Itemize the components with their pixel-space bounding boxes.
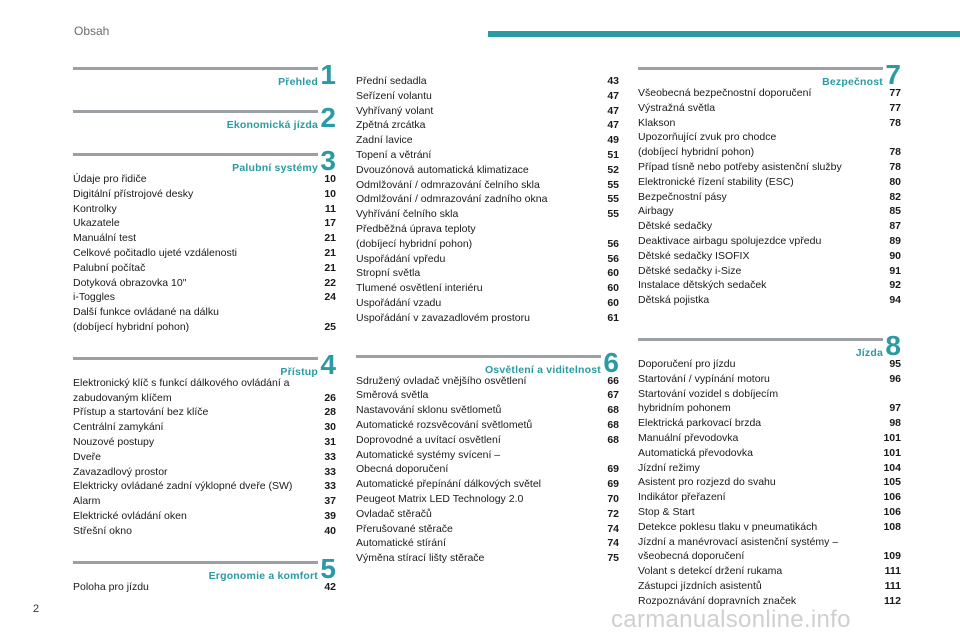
toc-entry-title: Startování / vypínání motoru [638, 372, 770, 385]
toc-entry[interactable] [356, 551, 619, 566]
section-4-heading [73, 348, 336, 380]
toc-entry-title: Všeobecná bezpečnostní doporučení [638, 87, 812, 99]
toc-entry-page: 66 [607, 374, 619, 387]
toc-entry-title: Směrová světla [356, 389, 429, 402]
toc-entry[interactable] [638, 204, 901, 219]
toc-entry-page: 94 [889, 294, 901, 307]
toc-entry-title: Elektronický klíč s funkcí dálkového ovládání a [73, 376, 290, 389]
section-7-entries [638, 86, 901, 308]
toc-entry[interactable] [356, 207, 619, 222]
toc-entry-title: Nouzové postupy [73, 435, 155, 448]
toc-entry-page: 11 [324, 202, 336, 215]
toc-entry[interactable] [638, 101, 901, 116]
toc-entry-title: Instalace dětských sedaček [638, 279, 767, 292]
toc-entry[interactable] [73, 305, 336, 320]
toc-entry[interactable] [73, 231, 336, 246]
toc-entry-title: Dveře [73, 450, 102, 463]
section-rule [73, 110, 318, 113]
toc-entry[interactable] [356, 104, 619, 119]
section-title: Bezpečnost [822, 76, 883, 88]
toc-entry-page: 101 [883, 431, 901, 444]
toc-entry[interactable] [73, 465, 336, 480]
toc-entry-title: Přístup a startování bez klíče [73, 406, 209, 419]
toc-entry-title: Zadní lavice [356, 134, 413, 147]
toc-entry-page: 37 [324, 495, 336, 508]
toc-entry-page: 74 [607, 537, 619, 550]
toc-entry[interactable] [638, 505, 901, 520]
toc-entry[interactable] [638, 416, 901, 431]
page-number: 2 [33, 603, 40, 615]
toc-entry-page: 78 [889, 160, 901, 173]
toc-entry[interactable] [638, 431, 901, 446]
toc-entry-page: 21 [324, 246, 336, 259]
section-3-heading [73, 145, 336, 176]
toc-entry[interactable] [356, 252, 619, 267]
toc-entry-page: 26 [324, 391, 336, 404]
toc-entry-page: 10 [324, 187, 336, 200]
toc-entry[interactable] [356, 266, 619, 281]
toc-entry-title: Automatická převodovka [638, 446, 753, 459]
section-title: Osvětlení a viditelnost [484, 363, 601, 376]
toc-entry-page: 42 [324, 580, 336, 593]
toc-entry-title: Automatické systémy svícení – [356, 448, 501, 461]
toc-entry-title: Dětské sedačky ISOFIX [638, 249, 750, 262]
section-5-entries [73, 580, 336, 595]
toc-entry-title: Alarm [73, 495, 101, 508]
toc-entry-page: 33 [324, 480, 336, 493]
section-number: 3 [320, 145, 336, 176]
toc-entry-page: 98 [889, 417, 901, 430]
section-6-entries [356, 374, 619, 566]
toc-entry[interactable] [73, 391, 336, 406]
toc-entry[interactable] [356, 178, 619, 193]
section-6-heading [356, 346, 619, 378]
toc-entry-title: Celkové počitadlo ujeté vzdálenosti [73, 246, 238, 259]
toc-entry[interactable] [356, 418, 619, 433]
toc-entry-page: 21 [324, 232, 336, 245]
toc-entry-title: zabudovaným klíčem [73, 391, 172, 404]
watermark-text: carmanualsonline.info [611, 606, 851, 633]
toc-entry-title: Údaje pro řidiče [73, 173, 147, 185]
toc-entry-page: 101 [883, 446, 901, 459]
section-title: Palubní systémy [232, 162, 318, 174]
toc-entry[interactable] [73, 261, 336, 276]
toc-entry[interactable] [356, 403, 619, 418]
section-title: Přehled [278, 76, 318, 88]
toc-entry-page: 47 [607, 89, 619, 102]
toc-entry-page: 51 [607, 148, 619, 161]
toc-entry[interactable] [73, 246, 336, 261]
toc-entry[interactable] [638, 401, 901, 416]
toc-entry-title: Indikátor přeřazení [638, 491, 726, 504]
toc-entry-page: 55 [607, 178, 619, 191]
toc-entry-title: Airbagy [638, 205, 674, 218]
section-number: 7 [885, 59, 901, 90]
section-5-heading [73, 552, 336, 584]
toc-entry[interactable] [73, 276, 336, 291]
toc-entry-title: Topení a větrání [356, 148, 432, 161]
toc-entry-page: 85 [889, 205, 901, 218]
toc-entry-title: Digitální přístrojové desky [73, 187, 194, 200]
toc-entry-title: Nastavování sklonu světlometů [356, 404, 502, 417]
header-accent-bar [488, 31, 960, 37]
toc-entry[interactable] [638, 190, 901, 205]
toc-entry[interactable] [638, 278, 901, 293]
toc-entry[interactable] [356, 448, 619, 463]
toc-entry-title: Zástupci jízdních asistentů [638, 579, 762, 592]
toc-entry-page: 106 [883, 505, 901, 518]
toc-entry-title: Další funkce ovládané na dálku [73, 306, 219, 319]
toc-entry[interactable] [356, 148, 619, 163]
section-2-heading [73, 102, 336, 140]
section-1-heading [73, 59, 336, 97]
toc-entry[interactable] [638, 446, 901, 461]
section-number: 1 [320, 59, 336, 90]
toc-entry-title: Sdružený ovladač vnějšího osvětlení [356, 374, 527, 387]
toc-entry-page: 112 [884, 594, 901, 607]
toc-entry-page: 69 [607, 478, 619, 491]
toc-entry-title: Elektrická parkovací brzda [638, 417, 762, 430]
toc-entry-title: Vyhřívaný volant [356, 104, 434, 117]
toc-entry-page: 106 [883, 491, 901, 504]
toc-entry[interactable] [356, 133, 619, 148]
toc-entry-title: Manuální převodovka [638, 431, 739, 444]
toc-entry-page: 52 [607, 163, 619, 176]
toc-entry-page: 89 [889, 234, 901, 247]
toc-entry-title: Odmlžování / odmrazování zadního okna [356, 193, 548, 206]
toc-entry-title: Uspořádání v zavazadlovém prostoru [356, 311, 530, 324]
column-3 [638, 59, 901, 609]
toc-entry[interactable] [638, 549, 901, 564]
toc-entry[interactable] [638, 535, 901, 550]
toc-entry-page: 77 [889, 87, 901, 99]
toc-entry[interactable] [638, 264, 901, 279]
section-rule [638, 67, 883, 70]
toc-entry[interactable] [356, 522, 619, 537]
toc-entry[interactable] [73, 509, 336, 524]
toc-entry[interactable] [638, 116, 901, 131]
toc-entry-page: 55 [607, 193, 619, 206]
toc-entry-title: Startování vozidel s dobíjecím [638, 387, 779, 400]
toc-entry-title: Zavazadlový prostor [73, 465, 168, 478]
toc-entry-title: Přerušované stěrače [356, 522, 453, 535]
toc-entry-page: 22 [324, 276, 336, 289]
toc-entry-page: 87 [889, 220, 901, 233]
toc-entry[interactable] [356, 74, 619, 89]
toc-entry[interactable] [356, 477, 619, 492]
toc-entry-page: 78 [889, 116, 901, 129]
toc-entry[interactable] [73, 420, 336, 435]
toc-entry[interactable] [638, 130, 901, 145]
toc-entry-page: 70 [607, 492, 619, 505]
toc-entry-title: Přední sedadla [356, 75, 427, 87]
section-5-continued-entries [356, 74, 619, 326]
toc-entry[interactable] [73, 405, 336, 420]
toc-entry-page: 96 [889, 372, 901, 385]
section-3-entries [73, 172, 336, 335]
toc-entry-title: Dvouzónová automatická klimatizace [356, 163, 529, 176]
toc-entry-page: 31 [324, 435, 336, 448]
toc-entry-title: hybridním pohonem [638, 402, 731, 415]
toc-entry-page: 68 [607, 404, 619, 417]
toc-entry-title: Upozorňující zvuk pro chodce [638, 131, 777, 144]
toc-entry-page: 80 [889, 175, 901, 188]
toc-entry-page: 74 [607, 522, 619, 535]
toc-entry-title: Dětské sedačky [638, 220, 713, 233]
toc-entry[interactable] [638, 175, 901, 190]
toc-entry-page: 49 [607, 134, 619, 147]
toc-entry[interactable] [73, 187, 336, 202]
toc-entry-title: Elektrické ovládání oken [73, 509, 187, 522]
toc-entry-title: Seřízení volantu [356, 89, 432, 102]
toc-entry-title: Jízdní režimy [638, 461, 700, 474]
toc-entry-title: Dotyková obrazovka 10" [73, 276, 187, 289]
section-number: 2 [320, 102, 336, 133]
toc-entry-title: Doporučení pro jízdu [638, 357, 736, 370]
toc-entry-page: 78 [889, 146, 901, 159]
toc-entry[interactable] [73, 580, 336, 595]
toc-entry-page: 33 [324, 465, 336, 478]
toc-entry[interactable] [638, 579, 901, 594]
toc-entry-page: 39 [324, 509, 336, 522]
toc-entry-page: 90 [889, 249, 901, 262]
toc-entry[interactable] [356, 163, 619, 178]
header-section-label: Obsah [74, 24, 110, 38]
toc-entry[interactable] [356, 388, 619, 403]
toc-entry[interactable] [356, 89, 619, 104]
toc-entry-page: 30 [324, 421, 336, 434]
section-rule [73, 561, 318, 564]
toc-entry-title: Případ tísně nebo potřeby asistenční služby [638, 160, 842, 173]
toc-entry-title: (dobíjecí hybridní pohon) [73, 320, 190, 333]
toc-entry-title: Elektricky ovládané zadní výklopné dveře (SW) [73, 480, 293, 493]
section-8-heading [638, 329, 901, 361]
toc-entry-title: všeobecná doporučení [638, 550, 745, 563]
section-8-entries [638, 357, 901, 609]
toc-entry-title: Výměna stírací lišty stěrače [356, 552, 485, 565]
toc-entry-title: Stropní světla [356, 267, 421, 280]
toc-entry-title: Uspořádání vzadu [356, 296, 442, 309]
toc-entry[interactable] [356, 492, 619, 507]
section-4-entries [73, 376, 336, 539]
toc-entry-page: 28 [324, 406, 336, 419]
toc-entry[interactable] [73, 216, 336, 231]
toc-entry-page: 61 [607, 311, 619, 324]
toc-entry[interactable] [638, 372, 901, 387]
toc-entry-page: 43 [607, 75, 619, 87]
toc-entry-page: 97 [889, 402, 901, 415]
toc-entry-title: Stop & Start [638, 505, 695, 518]
toc-entry-page: 77 [889, 101, 901, 114]
toc-entry[interactable] [356, 536, 619, 551]
toc-entry-title: Dětské sedačky i-Size [638, 264, 742, 277]
toc-entry-page: 109 [883, 550, 901, 563]
toc-entry-page: 55 [607, 208, 619, 221]
toc-entry[interactable] [73, 494, 336, 509]
toc-entry[interactable] [73, 320, 336, 335]
toc-entry[interactable] [638, 387, 901, 402]
toc-entry-page: 56 [607, 237, 619, 250]
section-title: Jízda [855, 346, 883, 359]
toc-entry[interactable] [638, 219, 901, 234]
toc-entry[interactable] [73, 290, 336, 305]
toc-entry[interactable] [356, 281, 619, 296]
toc-entry-page: 56 [607, 252, 619, 265]
toc-entry-title: Ukazatele [73, 217, 120, 230]
toc-entry[interactable] [73, 524, 336, 539]
toc-entry-title: i-Toggles [73, 291, 116, 304]
toc-entry-title: Uspořádání vpředu [356, 252, 446, 265]
toc-entry-page: 17 [324, 217, 336, 230]
toc-entry-page: 47 [607, 119, 619, 132]
column-1 [73, 59, 336, 594]
toc-entry-title: (dobíjecí hybridní pohon) [356, 237, 473, 250]
toc-entry-title: Bezpečnostní pásy [638, 190, 727, 203]
toc-entry-page: 91 [889, 264, 901, 277]
toc-entry-page: 69 [607, 463, 619, 476]
section-rule [73, 67, 318, 70]
toc-entry-title: Ovladač stěračů [356, 507, 432, 520]
toc-entry-page: 111 [884, 579, 901, 592]
toc-entry[interactable] [356, 192, 619, 207]
toc-entry-page: 25 [324, 320, 336, 333]
toc-entry-page: 75 [607, 552, 619, 565]
toc-entry-page: 33 [324, 450, 336, 463]
toc-entry[interactable] [638, 564, 901, 579]
toc-entry[interactable] [356, 296, 619, 311]
section-rule [638, 338, 883, 341]
toc-entry[interactable] [638, 475, 901, 490]
section-7-heading [638, 59, 901, 90]
toc-entry-title: Peugeot Matrix LED Technology 2.0 [356, 492, 524, 505]
toc-entry-title: Výstražná světla [638, 101, 716, 114]
section-number: 4 [320, 348, 336, 380]
section-rule [73, 153, 318, 156]
toc-entry-page: 67 [607, 389, 619, 402]
toc-entry[interactable] [356, 374, 619, 389]
toc-entry-title: Palubní počítač [73, 261, 146, 274]
toc-entry[interactable] [356, 311, 619, 326]
toc-entry[interactable] [356, 237, 619, 252]
toc-entry-title: (dobíjecí hybridní pohon) [638, 146, 755, 159]
section-rule [356, 355, 601, 358]
toc-entry-page: 40 [324, 524, 336, 537]
toc-entry-page: 21 [324, 261, 336, 274]
toc-entry-page: 47 [607, 104, 619, 117]
toc-entry-title: Deaktivace airbagu spolujezdce vpředu [638, 234, 822, 247]
toc-entry-page: 72 [607, 507, 619, 520]
toc-entry[interactable] [638, 86, 901, 101]
toc-entry-title: Poloha pro jízdu [73, 580, 149, 593]
toc-entry[interactable] [638, 490, 901, 505]
toc-entry-title: Automatické rozsvěcování světlometů [356, 418, 533, 431]
toc-entry-page: 111 [884, 565, 901, 578]
toc-entry-title: Automatické přepínání dálkových světel [356, 478, 542, 491]
column-2 [356, 74, 619, 566]
toc-entry[interactable] [73, 435, 336, 450]
section-number: 6 [603, 346, 619, 378]
toc-entry[interactable] [638, 249, 901, 264]
toc-entry-title: Kontrolky [73, 202, 117, 215]
toc-entry-title: Střešní okno [73, 524, 132, 537]
toc-entry-page: 105 [883, 476, 901, 489]
toc-entry-page: 60 [607, 282, 619, 295]
toc-entry[interactable] [73, 479, 336, 494]
toc-entry-page: 24 [324, 291, 336, 304]
toc-entry[interactable] [356, 118, 619, 133]
toc-entry-page: 104 [883, 461, 901, 474]
toc-entry[interactable] [638, 234, 901, 249]
toc-entry[interactable] [638, 520, 901, 535]
toc-entry[interactable] [638, 145, 901, 160]
toc-entry-title: Obecná doporučení [356, 463, 449, 476]
toc-entry-title: Klakson [638, 116, 676, 129]
section-title: Ergonomie a komfort [208, 569, 318, 582]
toc-entry-page: 10 [324, 173, 336, 185]
toc-entry-title: Elektronické řízení stability (ESC) [638, 175, 794, 188]
toc-entry[interactable] [73, 450, 336, 465]
toc-entry-page: 95 [889, 357, 901, 370]
section-title: Přístup [280, 365, 318, 378]
section-number: 8 [885, 329, 901, 361]
toc-entry-title: Centrální zamykání [73, 421, 164, 434]
toc-entry-title: Vyhřívání čelního skla [356, 208, 459, 221]
section-number: 5 [320, 552, 336, 584]
toc-entry[interactable] [356, 433, 619, 448]
toc-entry-page: 82 [889, 190, 901, 203]
toc-entry-title: Tlumené osvětlení interiéru [356, 282, 483, 295]
toc-entry-page: 68 [607, 433, 619, 446]
toc-entry[interactable] [638, 357, 901, 372]
toc-entry[interactable] [638, 461, 901, 476]
toc-entry[interactable] [73, 376, 336, 391]
toc-entry[interactable] [356, 462, 619, 477]
toc-entry-title: Automatické stírání [356, 537, 446, 550]
toc-entry-title: Předběžná úprava teploty [356, 222, 476, 235]
toc-entry-title: Asistent pro rozjezd do svahu [638, 476, 776, 489]
toc-entry[interactable] [638, 160, 901, 175]
toc-entry-page: 108 [883, 520, 901, 533]
toc-entry-title: Odmlžování / odmrazování čelního skla [356, 178, 540, 191]
toc-entry-title: Doprovodné a uvítací osvětlení [356, 433, 501, 446]
toc-entry-title: Detekce poklesu tlaku v pneumatikách [638, 520, 818, 533]
toc-entry-title: Volant s detekcí držení rukama [638, 565, 783, 578]
toc-entry-page: 92 [889, 279, 901, 292]
toc-entry[interactable] [356, 222, 619, 237]
toc-entry-title: Manuální test [73, 232, 137, 245]
section-rule [73, 357, 318, 360]
toc-entry[interactable] [356, 507, 619, 522]
toc-entry[interactable] [73, 202, 336, 217]
toc-entry-title: Zpětná zrcátka [356, 119, 426, 132]
toc-entry-title: Rozpoznávání dopravních značek [638, 594, 797, 607]
toc-entry[interactable] [73, 172, 336, 187]
toc-entry-title: Jízdní a manévrovací asistenční systémy – [638, 535, 839, 548]
toc-entry-title: Dětská pojistka [638, 294, 710, 307]
toc-entry-page: 68 [607, 418, 619, 431]
section-title: Ekonomická jízda [226, 119, 318, 131]
toc-entry-page: 60 [607, 267, 619, 280]
toc-entry-page: 60 [607, 296, 619, 309]
toc-entry[interactable] [638, 293, 901, 308]
